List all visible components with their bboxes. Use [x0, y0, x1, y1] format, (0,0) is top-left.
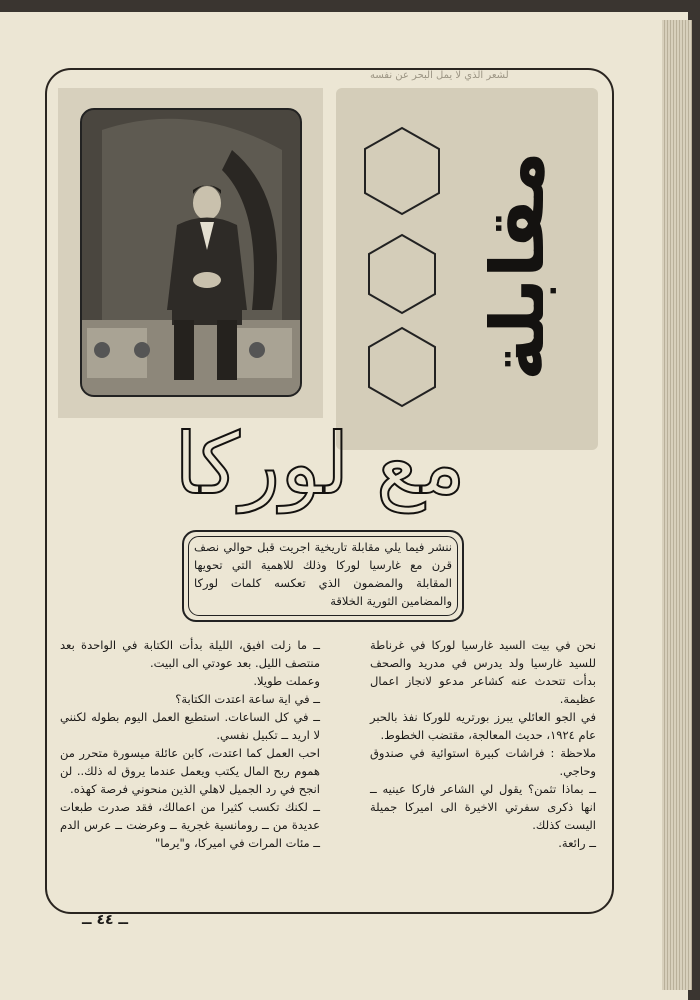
bleed-through-text: لشعر الذي لا يمل البحر عن نفسه	[370, 70, 509, 81]
intro-box	[182, 530, 464, 622]
hexagon-outline-icon	[366, 232, 438, 316]
paragraph: ملاحظة : فراشات كبيرة استوائية في صندوق وحاجي.	[370, 746, 596, 778]
hexagon-outline-icon	[366, 325, 438, 409]
paragraph: احب العمل كما اعتدت، كابن عائلة ميسورة متحرر من هموم ربح المال يكتب ويعمل عندما يروق له ذلك.. لن انجح في رد الجميل لاهلي الذين منحوني فرصة كهذه.	[60, 746, 320, 796]
paragraph: ــ بماذا تثمن؟ يقول لي الشاعر فاركا عينيه ــ انها ذكرى سفرتي الاخيرة الى اميركا جميلة اليست كذلك.	[370, 782, 596, 832]
paragraph: وعملت طويلا.	[253, 674, 320, 688]
paragraph: ــ في كل الساعات. استطيع العمل اليوم بطوله لكنني لا اريد ــ تكبيل نفسي.	[60, 710, 320, 742]
left-column	[60, 636, 320, 852]
lorca-portrait-photo	[80, 108, 302, 397]
paragraph: نحن في بيت السيد غارسيا لوركا في غرناطة للسيد غارسيا ولد يدرس في مدريد والصحف بدأت تتحدث عنه كشاعر مدعو لانجاز اعمال عظيمة.	[370, 638, 596, 706]
vertical-title	[455, 96, 573, 436]
hexagon-outline-icon	[362, 125, 442, 217]
paragraph: ــ في اية ساعة اعتدت الكتابة؟	[175, 692, 320, 706]
lorca-title	[170, 405, 470, 525]
intro-text: ننشر فيما يلي مقابلة تاريخية اجريت قبل حوالي نصف قرن مع غارسيا لوركا وذلك للاهمية التي تحويها المقابلة والمضمون الذي تعكسه كلمات لوركا والمضامين الثورية الخلاقة	[194, 540, 452, 608]
paragraph: في الجو العائلي يبرز بورتريه للوركا نفذ بالحبر عام ١٩٢٤، حديث المعالجة، مقتضب الخطوط.	[370, 710, 596, 742]
paragraph: ــ ما زلت افيق، الليلة بدأت الكتابة في الواحدة بعد منتصف الليل. بعد عودتي الى البيت.	[60, 638, 320, 670]
page-edge	[662, 20, 692, 990]
page-number: ــ ٤٤ ــ	[82, 912, 128, 928]
paragraph: ــ لكنك تكسب كثيرا من اعمالك، فقد صدرت طبعات عديدة من ــ رومانسية غجرية ــ وعرضت ــ عرس الدم ــ مئات المرات في اميركا، و"يرما"	[60, 800, 320, 850]
lorca-title-text: مع لوركا	[174, 415, 466, 513]
right-column	[370, 636, 596, 852]
vertical-title-text: مقابلة	[475, 151, 561, 381]
paragraph: ــ رائعة.	[558, 836, 596, 850]
